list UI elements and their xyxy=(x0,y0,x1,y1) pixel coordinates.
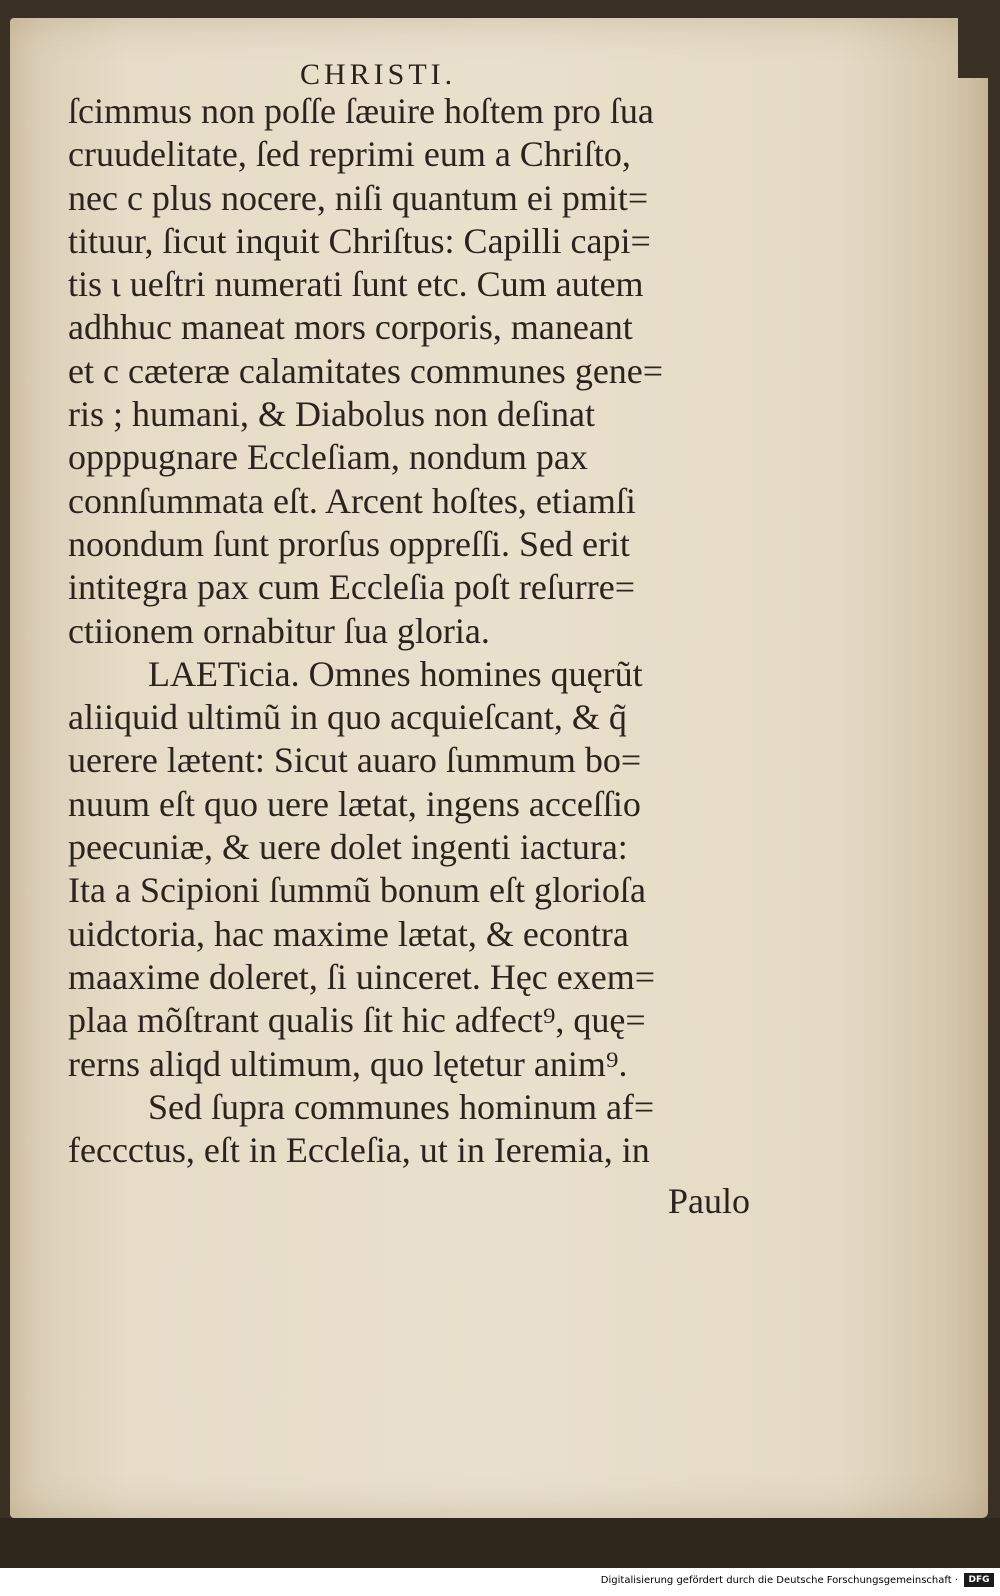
text-line: ctiionem ornabitur ſua gloria. xyxy=(68,610,490,651)
scan-bottom-edge xyxy=(0,1518,1000,1568)
text-line: connſummata eſt. Arcent hoſtes, etiamſi xyxy=(68,480,636,521)
text-line: et c cæteræ calamitates communes gene= xyxy=(68,350,664,391)
text-line: Ita a Scipioni ſummũ bonum eſt glorioſa xyxy=(68,870,646,911)
paragraph-start-line: Sed ſupra communes hominum af= xyxy=(148,1086,655,1127)
text-line: uerere lætent: Sicut auaro ſummum bo= xyxy=(68,740,642,781)
body-text xyxy=(68,90,768,1172)
page-corner xyxy=(958,18,988,78)
funding-credit: Digitalisierung gefördert durch die Deutsche Forschungsgemeinschaft · xyxy=(600,1575,958,1586)
text-line: tituur, ſicut inquit Chriſtus: Capilli capi= xyxy=(68,220,651,261)
footer-bar xyxy=(0,1568,1000,1596)
text-line: peecuniæ, & uere dolet ingenti iactura: xyxy=(68,827,628,868)
text-line: intitegra pax cum Eccleſia poſt reſurre= xyxy=(68,567,636,608)
text-line: maaxime doleret, ſi uinceret. Hęc exem= xyxy=(68,956,656,997)
text-line: nec c plus nocere, niſi quantum ei pmit= xyxy=(68,177,649,218)
running-head: CHRISTI. xyxy=(300,58,457,91)
text-line: nuum eſt quo uere lætat, ingens acceſſio xyxy=(68,783,641,824)
text-line: adhhuc maneat mors corporis, maneant xyxy=(68,307,633,348)
catchword: Paulo xyxy=(668,1181,751,1221)
text-line: rerns aliqd ultimum, quo lętetur anim⁹. xyxy=(68,1043,628,1084)
text-line: feccctus, eſt in Eccleſia, ut in Ieremia, in xyxy=(68,1130,650,1171)
paragraph-start-line: LAETicia. Omnes homines quęrũt xyxy=(148,653,643,694)
text-line: opppugnare Eccleſiam, nondum pax xyxy=(68,437,588,478)
dfg-logo: DFG xyxy=(964,1573,994,1587)
text-line: tis ι ueſtri numerati ſunt etc. Cum autem xyxy=(68,264,644,305)
text-line: noondum ſunt prorſus oppreſſi. Sed erit xyxy=(68,523,630,564)
text-line: uidctoria, hac maxime lætat, & econtra xyxy=(68,913,629,954)
text-line: plaa mõſtrant qualis ſit hic adfect⁹, quę= xyxy=(68,1000,646,1041)
text-line: aliiquid ultimũ in quo acquieſcant, & q̃ xyxy=(68,697,627,738)
text-line: cruudelitate, ſed reprimi eum a Chriſto, xyxy=(68,134,631,175)
text-line: ſcimmus non poſſe ſæuire hoſtem pro ſua xyxy=(68,91,654,131)
text-line: ris ; humani, & Diabolus non deſinat xyxy=(68,394,595,435)
